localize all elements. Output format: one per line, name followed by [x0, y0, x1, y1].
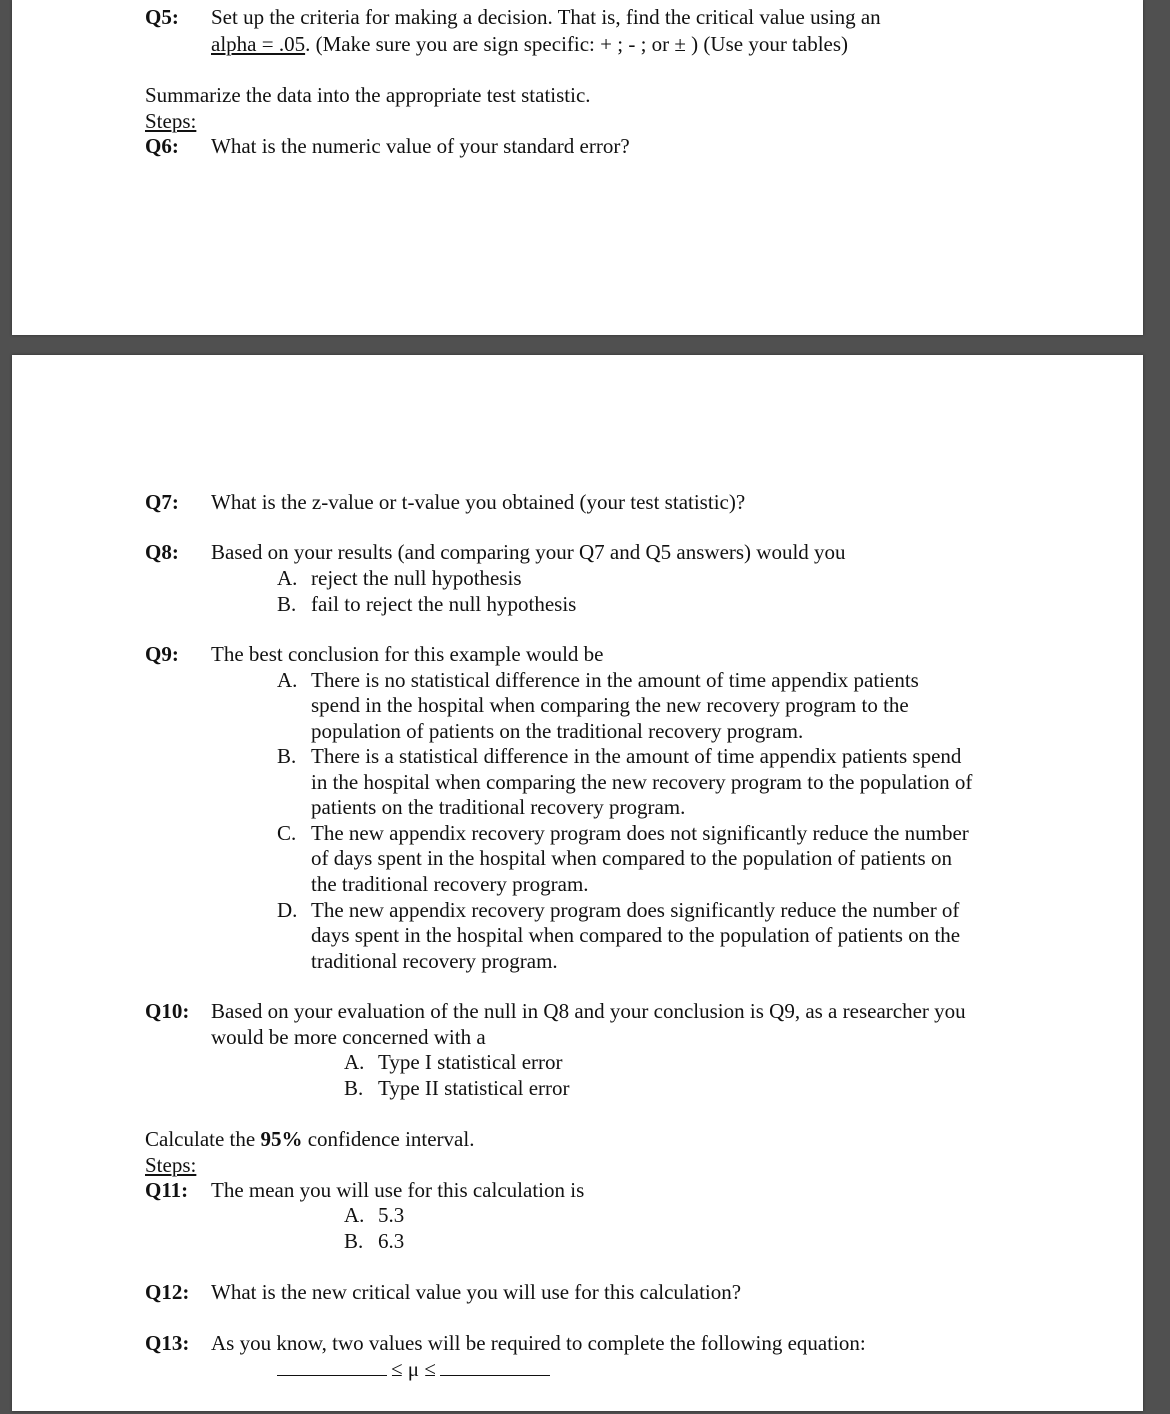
- q9-option-a-line-3: population of patients on the traditional recovery program.: [311, 719, 804, 743]
- q5-text-line-2: [211, 31, 848, 57]
- q13-number: Q13:: [145, 1331, 190, 1355]
- q9-option-d-line-1: The new appendix recovery program does significantly reduce the number of: [311, 898, 960, 922]
- q10-text-line-1: Based on your evaluation of the null in Q8 and your conclusion is Q9, as a researcher you: [211, 999, 966, 1023]
- lower-bound-blank[interactable]: [277, 1357, 387, 1376]
- q9-option-a-line-1: There is no statistical difference in the amount of time appendix patients: [311, 668, 919, 692]
- q10-option-a-letter: A.: [344, 1050, 365, 1074]
- q9-number: Q9:: [145, 642, 179, 666]
- steps-label-2: Steps:: [145, 1153, 197, 1177]
- q12-text: What is the new critical value you will use for this calculation?: [211, 1280, 742, 1304]
- q11-option-a-letter: A.: [344, 1203, 365, 1227]
- ci-text-after: confidence interval.: [302, 1127, 475, 1151]
- q11-option-b-letter: B.: [344, 1229, 364, 1253]
- q9-option-d-line-3: traditional recovery program.: [311, 949, 558, 973]
- q7-text: What is the z-value or t-value you obtained (your test statistic)?: [211, 490, 746, 514]
- q11-number: Q11:: [145, 1178, 189, 1202]
- ci-text-before: Calculate the: [145, 1127, 261, 1151]
- q8-number: Q8:: [145, 540, 179, 564]
- q12-number: Q12:: [145, 1280, 190, 1304]
- q8-option-a-text: reject the null hypothesis: [311, 566, 522, 590]
- document-page-1: [12, 0, 1143, 335]
- q10-option-b-letter: B.: [344, 1076, 364, 1100]
- q9-option-b-line-1: There is a statistical difference in the amount of time appendix patients spend: [311, 744, 962, 768]
- q9-option-b-letter: B.: [277, 744, 297, 768]
- q8-option-a-letter: A.: [277, 566, 298, 590]
- summarize-instruction: Summarize the data into the appropriate test statistic.: [145, 83, 591, 107]
- q9-text: The best conclusion for this example would be: [211, 642, 604, 666]
- q9-option-c-line-3: the traditional recovery program.: [311, 872, 589, 896]
- q13-equation: [277, 1356, 550, 1382]
- q9-option-b-line-3: patients on the traditional recovery program.: [311, 795, 686, 819]
- q9-option-c-line-2: of days spent in the hospital when compared to the population of patients on: [311, 846, 952, 870]
- q5-text-line-1: Set up the criteria for making a decision. That is, find the critical value using an: [211, 5, 881, 29]
- q9-option-d-letter: D.: [277, 898, 298, 922]
- q9-option-d-line-2: days spent in the hospital when compared to the population of patients on the: [311, 923, 961, 947]
- q8-text: Based on your results (and comparing your Q7 and Q5 answers) would you: [211, 540, 846, 564]
- q9-option-a-letter: A.: [277, 668, 298, 692]
- q10-text-line-2: would be more concerned with a: [211, 1025, 486, 1049]
- q5-number: Q5:: [145, 5, 179, 29]
- q7-number: Q7:: [145, 490, 179, 514]
- ci-percent: 95%: [260, 1127, 303, 1151]
- q13-text: As you know, two values will be required to complete the following equation:: [211, 1331, 866, 1355]
- q9-option-a-line-2: spend in the hospital when comparing the new recovery program to the: [311, 693, 909, 717]
- q6-text: What is the numeric value of your standard error?: [211, 134, 630, 158]
- document-page-2: [12, 355, 1143, 1411]
- mu-inequality: ≤ μ ≤: [391, 1357, 436, 1381]
- q10-number: Q10:: [145, 999, 190, 1023]
- q8-option-b-text: fail to reject the null hypothesis: [311, 592, 577, 616]
- q5-line-2-rest: . (Make sure you are sign specific: + ; - ; or ± ) (Use your tables): [305, 32, 849, 56]
- q9-option-c-line-1: The new appendix recovery program does not significantly reduce the number: [311, 821, 969, 845]
- confidence-interval-instruction: [145, 1126, 474, 1152]
- steps-label: Steps:: [145, 109, 197, 133]
- q10-option-b-text: Type II statistical error: [378, 1076, 570, 1100]
- q5-alpha: alpha = .05: [211, 32, 306, 56]
- q10-option-a-text: Type I statistical error: [378, 1050, 563, 1074]
- q8-option-b-letter: B.: [277, 592, 297, 616]
- q11-option-b-text: 6.3: [378, 1229, 405, 1253]
- q9-option-c-letter: C.: [277, 821, 297, 845]
- q11-text: The mean you will use for this calculation is: [211, 1178, 585, 1202]
- upper-bound-blank[interactable]: [440, 1357, 550, 1376]
- q11-option-a-text: 5.3: [378, 1203, 405, 1227]
- q6-number: Q6:: [145, 134, 179, 158]
- q9-option-b-line-2: in the hospital when comparing the new recovery program to the population of: [311, 770, 973, 794]
